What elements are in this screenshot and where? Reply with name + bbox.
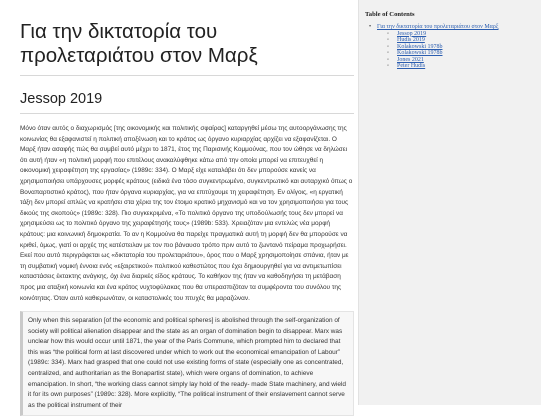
section-heading: Jessop 2019 (20, 91, 103, 107)
english-quote-block (20, 311, 354, 416)
toc-link-peter-hudis[interactable]: Peter Hudis (397, 63, 426, 69)
toc-link-kolakowski-1978b-b[interactable]: Kolakowski 1978b (397, 50, 443, 56)
toc-title: Table of Contents (365, 11, 415, 18)
toc-link-hudis-2019[interactable]: Hudis 2019 (397, 37, 425, 43)
page-title: Για την δικτατορία του προλεταριάτου στον Μαρξ (20, 20, 258, 67)
section-divider (20, 113, 354, 114)
toc-link-jones-2021[interactable]: Jones 2021 (397, 56, 424, 63)
toc-list (373, 24, 541, 70)
toc-link-kolakowski-1978b-a[interactable]: Kolakowski 1978b (397, 43, 443, 50)
toc-link-main-title[interactable]: Για την δικτατορία του προλεταριάτου στον Μαρξ (377, 24, 499, 30)
toc-link-jessop-2019[interactable]: Jessop 2019 (397, 30, 427, 37)
english-quote-text: Only when this separation [of the economic and political spheres] is abolished through the self-organization of society will political alienation disappear and the state as an organ of domination begin to disappear. Marx was unclear how this would occur until 1871, the year of the Paris Commune, which prompted him to declared that this was “the political form at last discovered under which to work out the economical emancipation of Labour” (1989c: 334). Marx had grasped that one could not use existing forms of state (especially one as concentrated, centralized, and authoritarian as the Bonapartist state), which were organs of domination, to achieve emancipation. In short, “the working class cannot simply lay hold of the ready- made State machinery, and wield it for its own purposes” (1989c: 328). More explicitly, “The political instrument of their enslavement cannot serve as the political instrument of their (28, 317, 346, 409)
toc-sublist (377, 31, 541, 70)
article-main (20, 0, 354, 409)
title-divider (20, 75, 354, 76)
greek-paragraph: Μόνο όταν αυτός ο διαχωρισμός [της οικονομικής και πολιτικής σφαίρας] καταργηθεί μέσω της αυτοοργάνωσης της κοινωνίας θα εξαφανιστεί η πολιτική αποξένωση και το κράτος ως όργανο κυριαρχίας αρχίζει να εξαφανίζεται. Ο Μαρξ ήταν ασαφής πώς θα συμβεί αυτό μέχρι το 1871, έτος της Παρισινής Κομμούνας, που τον ώθησε να δηλώσει ότι αυτή ήταν «η πολιτική μορφή που επιτέλους ανακαλύφθηκε κάτω από την οποία μπορεί να επιτευχθεί η οικονομική χειραφέτηση της εργασίας» (1989c: 334). Ο Μαρξ είχε καταλάβει ότι δεν μπορούσε κανείς να χρησιμοποιήσει υπάρχουσες μορφές κράτους (ειδικά ένα τόσο συγκεντρωμένο, συγκεντρωτικό και αυταρχικό όπως ο Βοναπαρτιστικό κράτος), που ήταν όργανα κυριαρχίας, για να επιτύχουμε τη χειραφέτηση. Εν ολίγοις, «η εργατική τάξη δεν μπορεί απλώς να κρατήσει στα χέρια της τον έτοιμο κρατικό μηχανισμό και να τον χρησιμοποιήσει για τους δικούς της σκοπούς» (1989c: 328). Πιο συγκεκριμένα, «Το πολιτικό όργανο της υποδούλωσής τους δεν μπορεί να χρησιμεύσει ως το πολιτικό όργανο της χειραφέτησής τους» (1989b: 533). Χρειαζόταν μια εντελώς νέα μορφή κράτους: μια κοινωνική δημοκρατία. Το αν η Κομμούνα θα παρείχε πραγματικά αυτή τη μορφή δεν θα μπορούσε να κριθεί, όμως, γιατί οι αρχές της κατέστειλαν με τον πιο βάναυσο τρόπο πριν αυτό το ζωντανό πείραμα προχωρήσει. Εκεί που αυτό περιγράφεται ως «δικτατορία του προλεταριάτου», όρος που ο Μαρξ χρησιμοποίησε σπάνια, ήταν με τη συμβατική νομική έννοια ενός «εξαιρετικού» πολιτικού καθεστώτος που έχει δημιουργηθεί για να αντιμετωπίσει καταστάσεις έκτακτης ανάγκης, όχι ένα διαρκές είδος κράτους. Το καθήκον της ήταν να καθοδηγήσει τη μετάβαση προς μια αταξική κοινωνία και ένα κράτος νυχτοφύλακας που θα υπερασπιζόταν τα συμφέροντα του συνόλου της κοινότητας. Όταν αυτό καθιερωνόταν, οι καταστολικές του πτυχές θα μαραζώναν. (20, 125, 353, 302)
toc-item-top (373, 24, 541, 70)
toc-item (393, 63, 541, 70)
toc-sidebar (358, 0, 541, 405)
